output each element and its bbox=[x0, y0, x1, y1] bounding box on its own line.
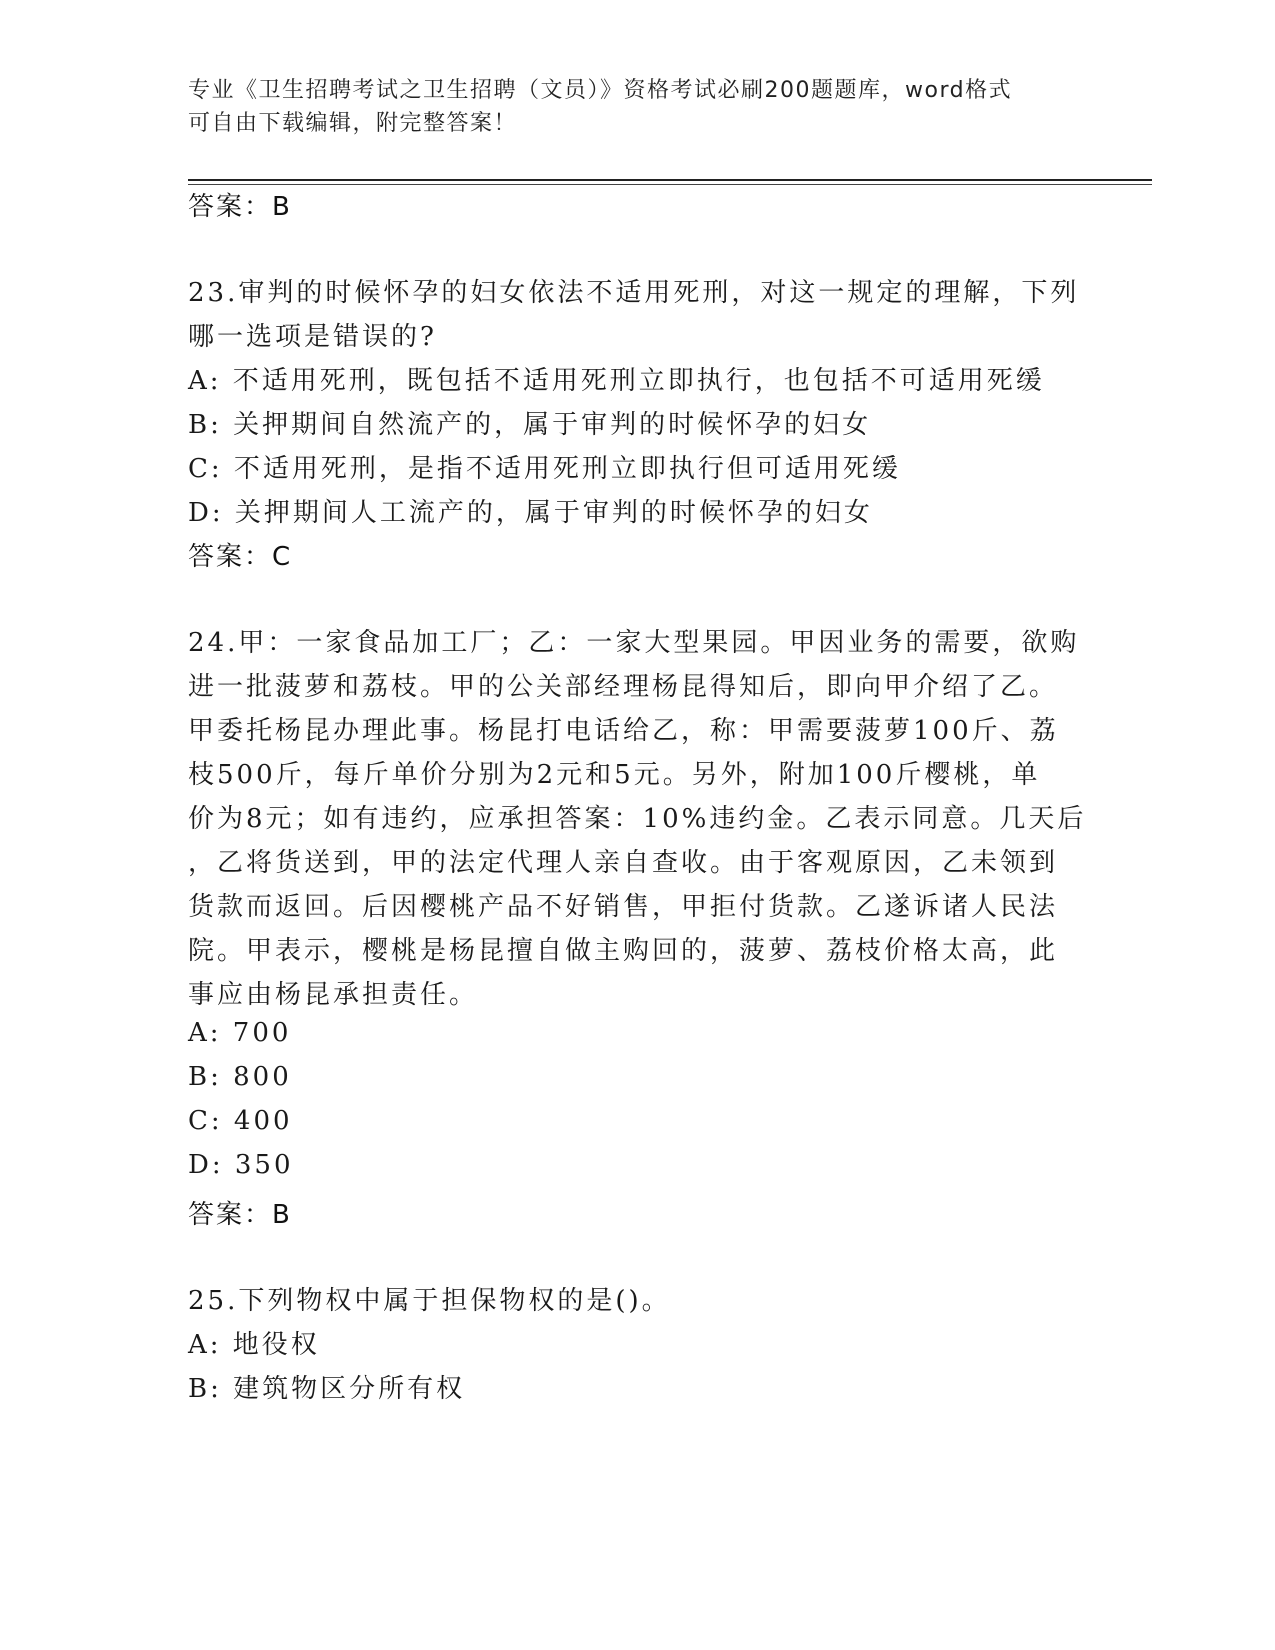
q24-stem-line: 价为8元；如有违约，应承担答案：10%违约金。乙表示同意。几天后 bbox=[188, 804, 1087, 834]
q23-option-b: B: 关押期间自然流产的，属于审判的时候怀孕的妇女 bbox=[188, 410, 872, 440]
q23-option-c: C: 不适用死刑，是指不适用死刑立即执行但可适用死缓 bbox=[188, 454, 901, 484]
q25-option-a: A: 地役权 bbox=[188, 1330, 320, 1360]
q24-stem-line: 枝500斤，每斤单价分别为2元和5元。另外，附加100斤樱桃，单 bbox=[188, 760, 1041, 790]
q24-stem-line: 事应由杨昆承担责任。 bbox=[188, 980, 479, 1010]
document-header bbox=[188, 74, 1068, 140]
q24-stem-line: 进一批菠萝和荔枝。甲的公关部经理杨昆得知后，即向甲介绍了乙。 bbox=[188, 672, 1059, 702]
q24-option-d: D: 350 bbox=[188, 1150, 294, 1180]
header-divider-thin bbox=[188, 184, 1152, 185]
q23-option-a: A: 不适用死刑，既包括不适用死刑立即执行，也包括不可适用死缓 bbox=[188, 366, 1045, 396]
q24-option-c: C: 400 bbox=[188, 1106, 293, 1136]
q23-stem-line-1: 23.审判的时候怀孕的妇女依法不适用死刑，对这一规定的理解，下列 bbox=[188, 278, 1080, 308]
q25-stem: 25.下列物权中属于担保物权的是()。 bbox=[188, 1286, 671, 1316]
q24-stem-line: 院。甲表示，樱桃是杨昆擅自做主购回的，菠萝、荔枝价格太高，此 bbox=[188, 936, 1059, 966]
q23-option-d: D: 关押期间人工流产的，属于审判的时候怀孕的妇女 bbox=[188, 498, 873, 528]
q24-stem-line: 货款而返回。后因樱桃产品不好销售，甲拒付货款。乙遂诉诸人民法 bbox=[188, 892, 1059, 922]
header-divider-thick bbox=[188, 179, 1152, 181]
q23-stem-line-2: 哪一选项是错误的? bbox=[188, 322, 437, 352]
q23-answer: 答案：C bbox=[188, 542, 293, 572]
q24-option-b: B: 800 bbox=[188, 1062, 292, 1092]
header-title-line-2: 可自由下载编辑，附完整答案！ bbox=[188, 111, 518, 136]
header-title-line-1: 专业《卫生招聘考试之卫生招聘（文员）》资格考试必刷200题题库，word格式 bbox=[188, 78, 1013, 103]
q24-stem-line: ，乙将货送到，甲的法定代理人亲自查收。由于客观原因，乙未领到 bbox=[188, 848, 1059, 878]
q24-stem-line: 24.甲：一家食品加工厂；乙：一家大型果园。甲因业务的需要，欲购 bbox=[188, 628, 1080, 658]
q25-option-b: B: 建筑物区分所有权 bbox=[188, 1374, 466, 1404]
q24-answer: 答案：B bbox=[188, 1200, 292, 1230]
q24-option-a: A: 700 bbox=[188, 1018, 292, 1048]
q24-stem-line: 甲委托杨昆办理此事。杨昆打电话给乙，称：甲需要菠萝100斤、荔 bbox=[188, 716, 1059, 746]
previous-question-answer: 答案：B bbox=[188, 192, 292, 222]
